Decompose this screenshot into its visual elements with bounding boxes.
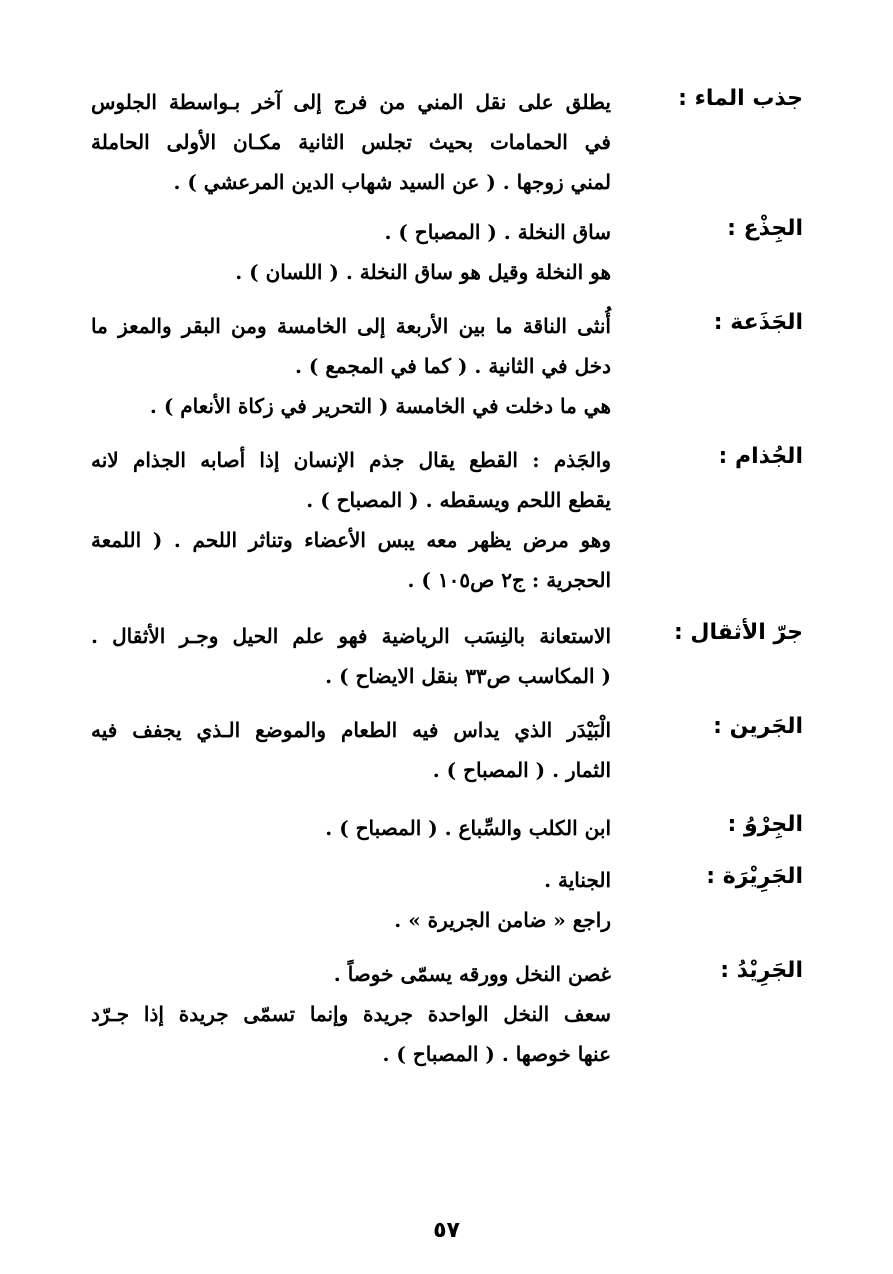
definition-line: لمني زوجها . ( عن السيد شهاب الدين المرعشي ) . (173, 170, 611, 194)
entry-term: الجَرين : (713, 714, 803, 739)
definition-line: الحجرية : ج٢ ص١٠٥ ) . (407, 568, 611, 592)
definition-line: ابن الكلب والسِّباع . ( المصباح ) . (325, 816, 611, 840)
entry-term: الجَذَعة : (713, 310, 803, 335)
entry-definition (91, 808, 611, 848)
definition-line: يطلق على نقل المني من فرج إلى آخر بـواسطة الجلوس (91, 90, 611, 114)
definition-line: الْبَيْدَر الذي يداس فيه الطعام والموضع الـذي يجفف فيه (91, 718, 611, 742)
entry-definition (91, 440, 611, 600)
definition-line: عنها خوصها . ( المصباح ) . (382, 1042, 611, 1066)
entry-definition (91, 860, 611, 940)
definition-line: ساق النخلة . ( المصباح ) . (384, 220, 611, 244)
definition-line: سعف النخل الواحدة جريدة وإنما تسمّى جريدة إذا جـرّد (91, 1002, 611, 1026)
entry-definition (91, 954, 611, 1074)
definition-line: الثمار . ( المصباح ) . (432, 758, 611, 782)
definition-line: الجناية . (544, 868, 611, 892)
entry-definition (91, 82, 611, 202)
entry-definition (91, 616, 611, 696)
definition-line: هو النخلة وقيل هو ساق النخلة . ( اللسان ) . (235, 260, 611, 284)
definition-line: هي ما دخلت في الخامسة ( التحرير في زكاة الأنعام ) . (149, 394, 611, 418)
entry-term: جرّ الأثقال : (673, 620, 803, 645)
definition-line: والجَذم : القطع يقال جذم الإنسان إذا أصابه الجذام لانه (91, 448, 611, 472)
entry-term: الجِذْع : (727, 216, 803, 241)
entry-term: الجُذام : (718, 444, 803, 469)
page-number: ٥٧ (433, 1218, 460, 1243)
definition-line: يقطع اللحم ويسقطه . ( المصباح ) . (306, 488, 611, 512)
entry-definition (91, 306, 611, 426)
definition-line: أُنثى الناقة ما بين الأربعة إلى الخامسة ومن البقر والمعز ما (91, 314, 611, 338)
definition-line: الاستعانة بالنِسَب الرياضية فهو علم الحيل وجـر الأثقال . (91, 624, 611, 648)
entry-term: الجِرْوُ : (727, 812, 803, 837)
entry-term: الجَرِيْرَة : (706, 864, 803, 889)
definition-line: ( المكاسب ص٣٣ بنقل الايضاح ) . (325, 664, 611, 688)
entry-definition (91, 212, 611, 292)
definition-line: راجع « ضامن الجريرة » . (394, 908, 611, 932)
definition-line: دخل في الثانية . ( كما في المجمع ) . (294, 354, 611, 378)
entry-term: الجَرِيْدُ : (720, 958, 803, 983)
definition-line: غصن النخل وورقه يسمّى خوصاً . (333, 962, 611, 986)
entry-definition (91, 710, 611, 790)
definition-line: في الحمامات بحيث تجلس الثانية مكـان الأولى الحاملة (91, 130, 611, 154)
definition-line: وهو مرض يظهر معه يبس الأعضاء وتناثر اللحم . ( اللمعة (91, 528, 611, 552)
entry-term: جذب الماء : (678, 86, 803, 111)
